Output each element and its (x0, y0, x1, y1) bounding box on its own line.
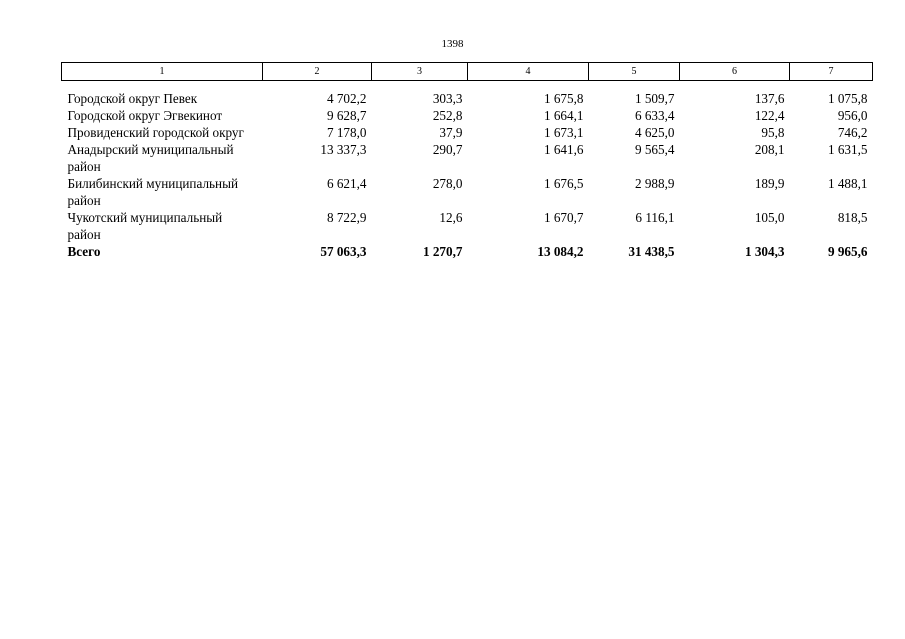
cell-value: 1 488,1 (827, 176, 868, 191)
cell-value: 137,6 (754, 91, 785, 106)
cell-value: 290,7 (432, 142, 463, 157)
cell-value: 1 075,8 (827, 91, 868, 106)
table-row (62, 90, 873, 107)
cell-value: 278,0 (432, 176, 463, 191)
table-row (62, 175, 873, 209)
column-header-5: 5 (589, 63, 680, 81)
cell-value: 37,9 (439, 125, 463, 140)
total-value: 9 965,6 (827, 244, 868, 259)
table-row (62, 107, 873, 124)
cell-value: 1 675,8 (543, 91, 584, 106)
cell-value: 1 670,7 (543, 210, 584, 225)
total-value: 13 084,2 (537, 244, 584, 259)
cell-value: 1 676,5 (543, 176, 584, 191)
row-name: Городской округ Певек (67, 91, 198, 106)
total-value: 1 304,3 (744, 244, 785, 259)
total-value: 31 438,5 (628, 244, 675, 259)
row-name: Провиденский городской округ (67, 125, 244, 140)
cell-value: 1 509,7 (634, 91, 675, 106)
cell-value: 2 988,9 (634, 176, 675, 191)
cell-value: 956,0 (837, 108, 868, 123)
cell-value: 9 628,7 (326, 108, 367, 123)
table-row (62, 209, 873, 243)
cell-value: 303,3 (432, 91, 463, 106)
column-header-7: 7 (790, 63, 873, 81)
cell-value: 95,8 (761, 125, 785, 140)
cell-value: 13 337,3 (320, 142, 367, 157)
total-value: 1 270,7 (422, 244, 463, 259)
cell-value: 105,0 (754, 210, 785, 225)
cell-value: 1 664,1 (543, 108, 584, 123)
column-header-1: 1 (62, 63, 263, 81)
total-label: Всего (67, 244, 101, 259)
cell-value: 1 641,6 (543, 142, 584, 157)
column-header-4: 4 (468, 63, 589, 81)
cell-value: 122,4 (754, 108, 785, 123)
row-name: Городской округ Эгвекинот (67, 108, 223, 123)
table-body (62, 81, 873, 261)
cell-value: 9 565,4 (634, 142, 675, 157)
cell-value: 208,1 (754, 142, 785, 157)
column-header-2: 2 (263, 63, 372, 81)
table-row (62, 141, 873, 175)
column-header-6: 6 (680, 63, 790, 81)
table-row (62, 124, 873, 141)
table-header (62, 63, 873, 81)
row-name: Билибинский муниципальный район (67, 176, 239, 208)
cell-value: 6 621,4 (326, 176, 367, 191)
cell-value: 818,5 (837, 210, 868, 225)
data-table (61, 62, 873, 260)
total-row (62, 243, 873, 260)
cell-value: 8 722,9 (326, 210, 367, 225)
cell-value: 1 631,5 (827, 142, 868, 157)
row-name: Чукотский муниципальный район (67, 210, 223, 242)
row-name: Анадырский муниципальный район (67, 142, 234, 174)
page-number: 1398 (441, 38, 464, 50)
total-value: 57 063,3 (320, 244, 367, 259)
cell-value: 1 673,1 (543, 125, 584, 140)
column-header-3: 3 (372, 63, 468, 81)
cell-value: 12,6 (439, 210, 463, 225)
cell-value: 746,2 (837, 125, 868, 140)
cell-value: 252,8 (432, 108, 463, 123)
cell-value: 189,9 (754, 176, 785, 191)
cell-value: 4 625,0 (634, 125, 675, 140)
cell-value: 6 633,4 (634, 108, 675, 123)
cell-value: 6 116,1 (635, 210, 675, 225)
cell-value: 4 702,2 (326, 91, 367, 106)
cell-value: 7 178,0 (326, 125, 367, 140)
